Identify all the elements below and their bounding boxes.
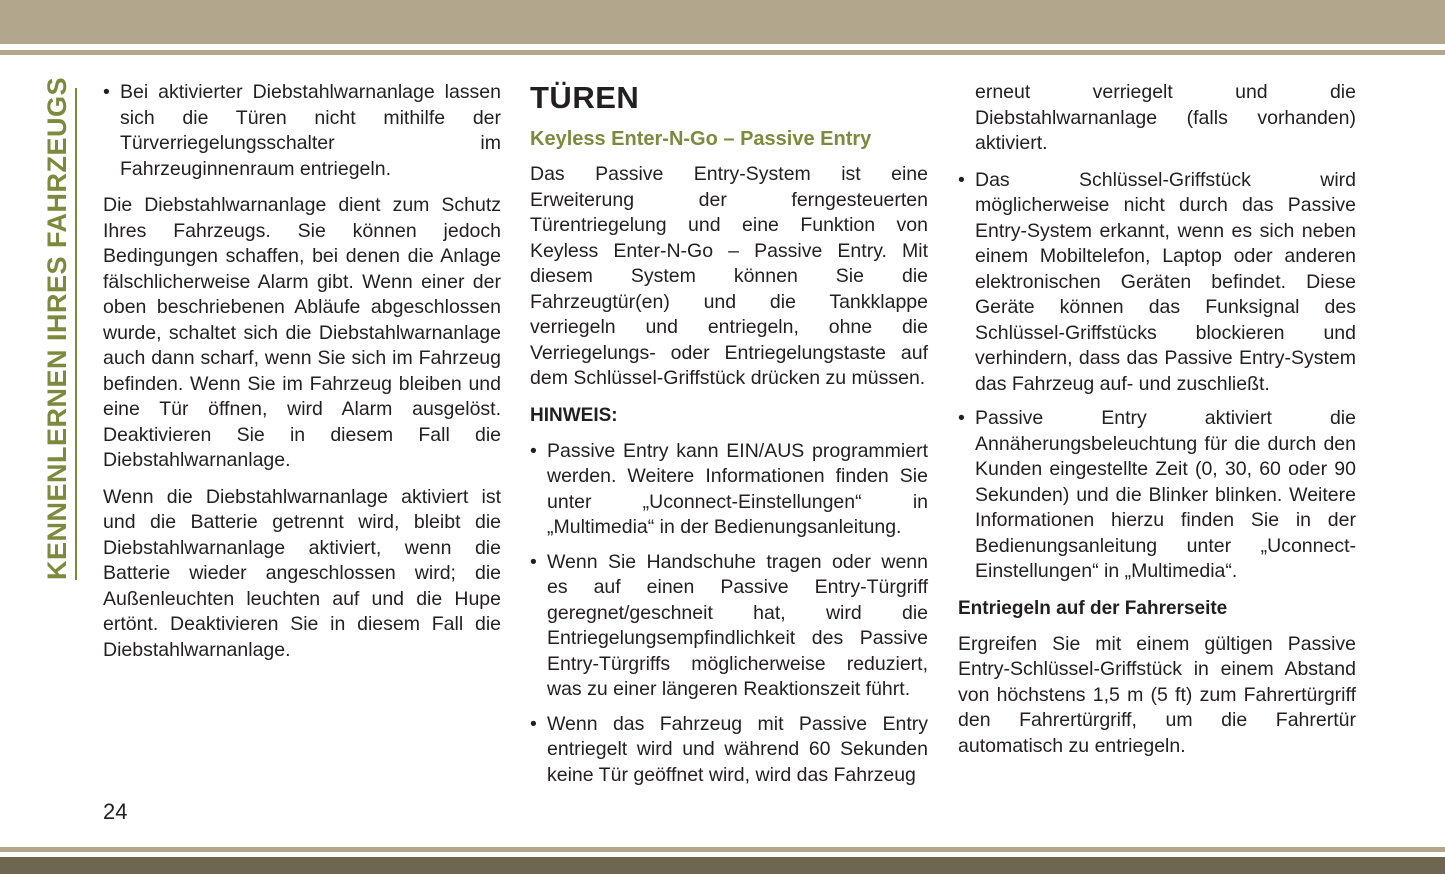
header-rule [0, 50, 1445, 55]
bullet-list [958, 168, 1356, 585]
column-left [103, 80, 501, 674]
side-tab-label: KENNENLERNEN IHRES FAHRZEUGS [42, 76, 72, 580]
side-tab-rule [75, 88, 77, 580]
list-item: • Wenn Sie Handschuhe tragen oder wenn es auf einen Passive Entry-Türgriff geregnet/geschneit hat, wird die Entriegelungsempfindlichkeit des Passive Entry-Türgriffs möglicherweise reduziert, was zu einer längeren Reaktionszeit führt. [530, 550, 928, 703]
bullet-continuation [958, 80, 1356, 157]
paragraph: Ergreifen Sie mit einem gültigen Passive Entry-Schlüssel-Griffstück in einem Abstand von höchstens 1,5 m (5 ft) zum Fahrertürgriff den Fahrertürgriff, um die Fahrertür automatisch zu entriegeln. [958, 632, 1356, 757]
bullet-list [103, 80, 501, 182]
footer-rule [0, 847, 1445, 852]
list-item: • Passive Entry aktiviert die Annäherungsbeleuchtung für die durch den Kunden eingestellte Zeit (0, 30, 60 oder 90 Sekunden) und die Blinker blinken. Weitere Informationen hierzu finden Sie in der Bedienungsanleitung unter „Uconnect-Einstellungen“ in „Multimedia“. [958, 406, 1356, 585]
note-title: HINWEIS: [530, 404, 618, 426]
list-item-continuation: erneut verriegelt und die Diebstahlwarnanlage (falls vorhanden) aktiviert. [975, 81, 1356, 154]
column-right [958, 80, 1356, 770]
run-in-heading: Entriegeln auf der Fahrerseite [958, 597, 1228, 619]
footer-band [0, 857, 1445, 874]
section-title: TÜREN [530, 80, 640, 115]
column-middle [530, 80, 928, 799]
paragraph: Die Diebstahlwarnanlage dient zum Schutz Ihres Fahrzeugs. Sie können jedoch Bedingungen schaffen, bei denen die Anlage fälschlicherweise Alarm gibt. Wenn einer der oben beschriebenen Abläufe abgeschlossen wurde, schaltet sich die Diebstahlwarnanlage auch dann scharf, wenn Sie sich im Fahrzeug befinden. Wenn Sie im Fahrzeug bleiben und eine Tür öffnen, wird Alarm ausgelöst. Deaktivieren Sie in diesem Fall die Diebstahlwarnanlage. [103, 194, 501, 471]
side-tab [34, 76, 80, 580]
paragraph: Das Passive Entry-System ist eine Erweiterung der ferngesteuerten Türentriegelung und eine Funktion von Keyless Enter-N-Go – Passive Entry. Mit diesem System können Sie die Fahrzeugtür(en) und die Tankklappe verriegeln und entriegeln, ohne die Verriegelungs- oder Entriegelungstaste auf dem Schlüssel-Griffstück drücken zu müssen. [530, 163, 928, 389]
list-item: • Wenn das Fahrzeug mit Passive Entry entriegelt wird und während 60 Sekunden keine Tür geöffnet wird, wird das Fahrzeug [530, 712, 928, 789]
paragraph: Wenn die Diebstahlwarnanlage aktiviert ist und die Batterie getrennt wird, bleibt die Diebstahlwarnanlage aktiviert, wenn die Batterie wieder angeschlossen wird; die Außenleuchten leuchten auf und die Hupe ertönt. Deaktivieren Sie in diesem Fall die Diebstahlwarnanlage. [103, 485, 501, 661]
list-item: • Bei aktivierter Diebstahlwarnanlage lassen sich die Türen nicht mithilfe der Türverriegelungsschalter im Fahrzeuginnenraum entriegeln. [103, 80, 501, 182]
list-item: • Passive Entry kann EIN/AUS programmiert werden. Weitere Informationen finden Sie unter „Uconnect-Einstellungen“ in „Multimedia“ in der Bedienungsanleitung. [530, 439, 928, 541]
header-band [0, 0, 1445, 44]
bullet-list [530, 439, 928, 789]
list-item: • Das Schlüssel-Griffstück wird möglicherweise nicht durch das Passive Entry-System erkannt, wenn es sich neben einem Mobiltelefon, Laptop oder anderen elektronischen Geräten befindet. Diese Geräte können das Funksignal des Schlüssel-Griffstücks blockieren und verhindern, dass das Passive Entry-System das Fahrzeug auf- und zuschließt. [958, 168, 1356, 398]
subsection-title: Keyless Enter-N-Go – Passive Entry [530, 128, 872, 150]
page-number: 24 [103, 799, 128, 824]
